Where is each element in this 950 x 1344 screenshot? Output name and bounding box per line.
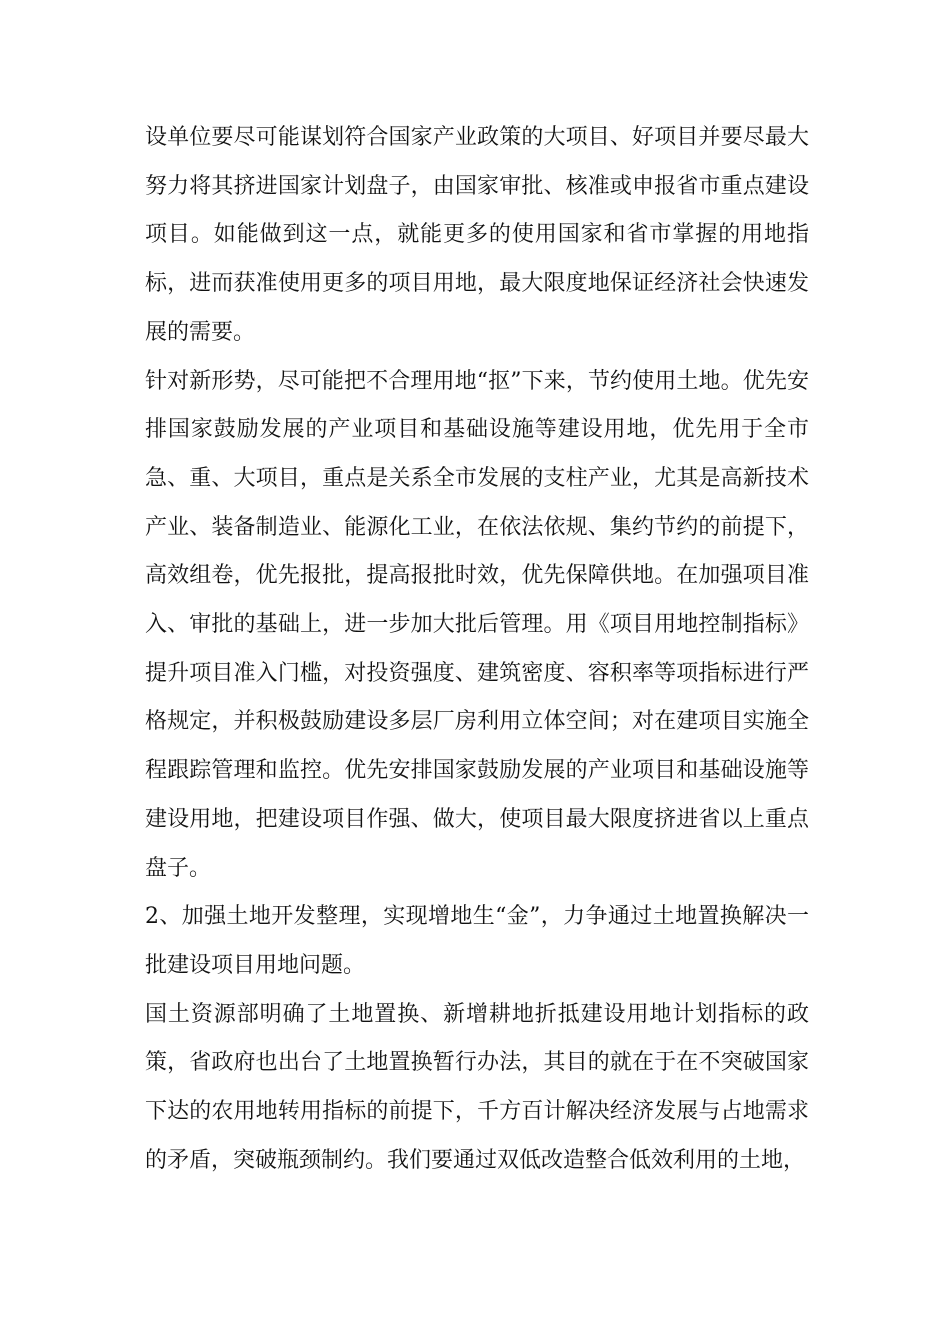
document-body bbox=[145, 114, 809, 1185]
paragraph-land-replacement: 国土资源部明确了土地置换、新增耕地折抵建设用地计划指标的政策，省政府也出台了土地置换暂行办法，其目的就在于在不突破国家下达的农用地转用指标的前提下，千方百计解决经济发展与占地需求的矛盾，突破瓶颈制约。我们要通过双低改造整合低效利用的土地， bbox=[145, 1001, 809, 1173]
paragraph-project-planning: 设单位要尽可能谋划符合国家产业政策的大项目、好项目并要尽最大努力将其挤进国家计划盘子，由国家审批、核准或申报省市重点建设项目。如能做到这一点，就能更多的使用国家和省市掌握的用地指标，进而获准使用更多的项目用地，最大限度地保证经济社会快速发展的需要。 bbox=[145, 125, 809, 345]
paragraph-land-saving: 针对新形势，尽可能把不合理用地“抠”下来，节约使用土地。优先安排国家鼓励发展的产业项目和基础设施等建设用地，优先用于全市急、重、大项目，重点是关系全市发展的支柱产业，尤其是高新技术产业、装备制造业、能源化工业，在依法依规、集约节约的前提下，高效组卷，优先报批，提高报批时效，优先保障供地。在加强项目准入、审批的基础上，进一步加大批后管理。用《项目用地控制指标》提升项目准入门槛，对投资强度、建筑密度、容积率等项指标进行严格规定，并积极鼓励建设多层厂房利用立体空间；对在建项目实施全程跟踪管理和监控。优先安排国家鼓励发展的产业项目和基础设施等建设用地，把建设项目作强、做大，使项目最大限度挤进省以上重点盘子。 bbox=[145, 368, 809, 881]
section-heading-land-development: 2、加强土地开发整理，实现增地生“金”，力争通过土地置换解决一批建设项目用地问题。 bbox=[145, 904, 809, 978]
